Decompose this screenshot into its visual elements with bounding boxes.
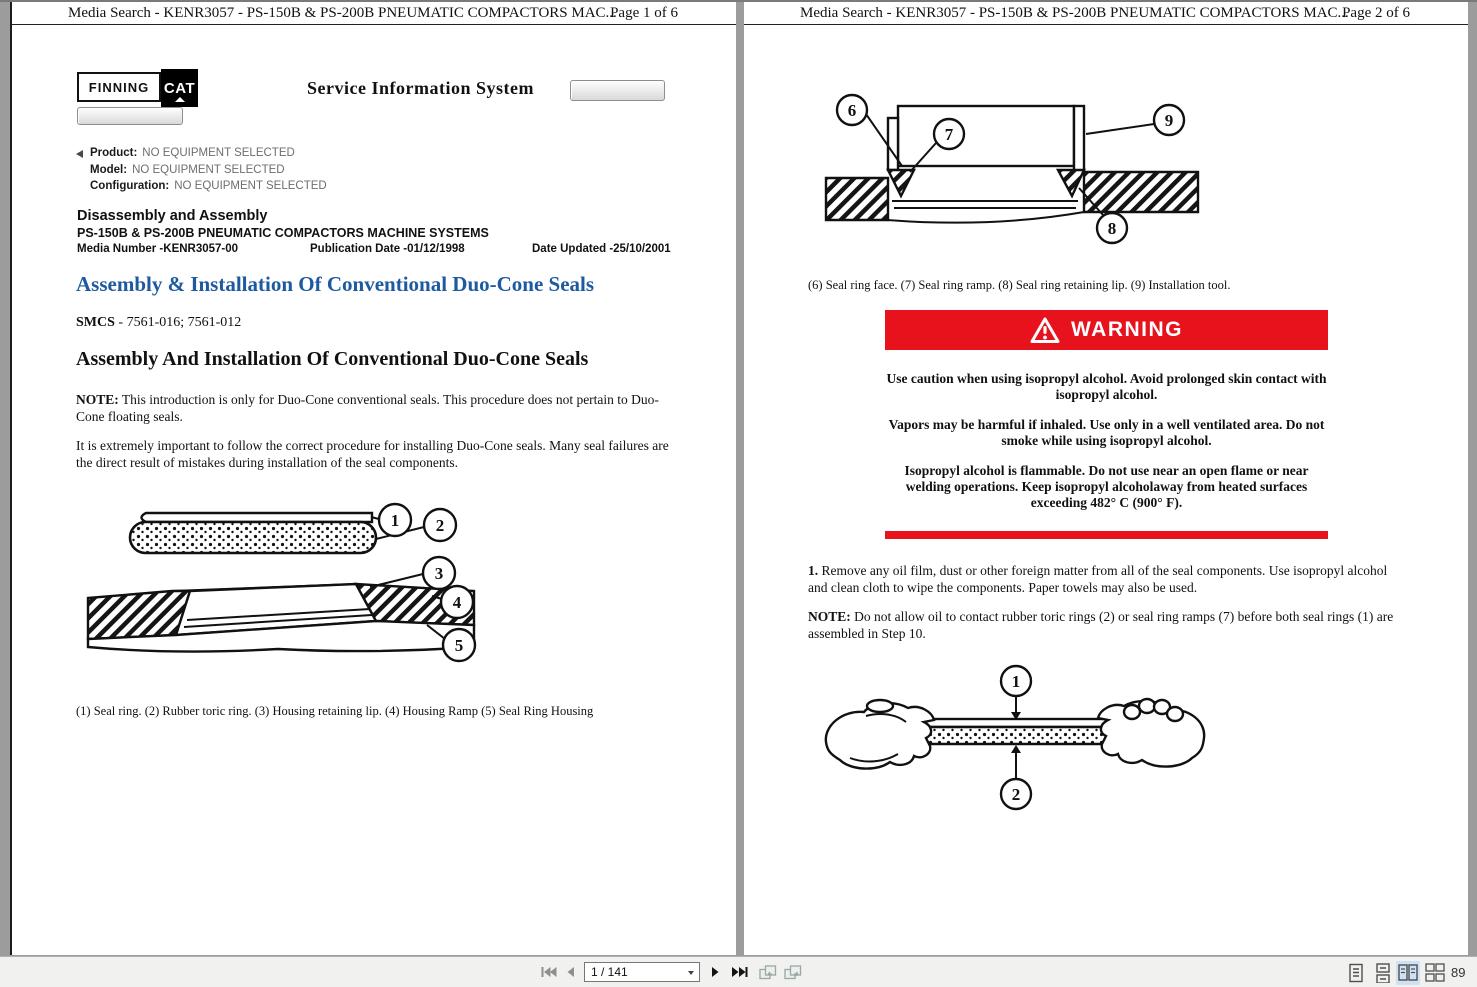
print-header-page-number: Page 1 of 6	[610, 5, 678, 21]
previous-page-button[interactable]	[562, 962, 580, 982]
print-header	[744, 2, 1468, 25]
product-value: NO EQUIPMENT SELECTED	[142, 147, 295, 159]
figure1-caption: (1) Seal ring. (2) Rubber toric ring. (3) Housing retaining lip. (4) Housing Ramp (5) Seal Ring Housing	[76, 704, 594, 718]
figure-installation-tool	[822, 80, 1202, 250]
figure-seal-housing-cross-section	[82, 494, 482, 679]
callout-6: 6	[847, 101, 857, 120]
warning-label: WARNING	[1071, 318, 1183, 341]
warning-paragraph: Use caution when using isopropyl alcohol. Avoid prolonged skin contact with isopropyl alcohol.	[886, 371, 1327, 402]
page-indicator-value: 1 / 141	[591, 965, 628, 979]
date-updated: Date Updated -25/10/2001	[532, 243, 671, 255]
print-header-title: Media Search - KENR3057 - PS-150B & PS-200B PNEUMATIC COMPACTORS MAC...	[800, 5, 1349, 21]
smcs-value: - 7561-016; 7561-012	[114, 315, 242, 330]
warning-divider-bar	[885, 531, 1328, 539]
finning-cat-logo	[77, 72, 198, 107]
logo-dropdown-button[interactable]	[77, 107, 183, 125]
body-paragraph: It is extremely important to follow the correct procedure for installing Duo-Cone seals. Many seal failures are the direct result of mistakes during installation of the seal components.	[76, 438, 669, 470]
last-page-icon	[731, 966, 748, 978]
callout-2: 2	[435, 516, 445, 535]
callout-7: 7	[944, 125, 954, 144]
callout-5: 5	[454, 636, 464, 655]
equipment-configuration-row	[90, 178, 327, 195]
warning-paragraph: Vapors may be harmful if inhaled. Use only in a well ventilated area. Do not smoke while using isopropyl alcohol.	[888, 417, 1325, 448]
document-page-1	[10, 2, 736, 955]
single-page-view-icon	[1347, 963, 1365, 983]
single-page-view-button[interactable]	[1344, 961, 1368, 985]
warning-banner	[885, 310, 1328, 350]
procedure-heading: Assembly And Installation Of Conventional Duo-Cone Seals	[76, 348, 589, 370]
next-view-icon	[784, 965, 802, 980]
viewer-toolbar	[0, 956, 1477, 987]
step-1-text: Remove any oil film, dust or other foreign matter from all of the seal components. Use isopropyl alcohol and clean cloth to wipe the components. Paper towels may also be used.	[808, 563, 1388, 595]
sis-title: Service Information System	[307, 78, 534, 98]
equipment-info	[90, 145, 327, 195]
zoom-level: 89	[1451, 965, 1466, 980]
section-title: Assembly & Installation Of Conventional Duo-Cone Seals	[76, 272, 595, 296]
note-text: Do not allow oil to contact rubber toric rings (2) or seal ring ramps (7) before both seal rings (1) are assembled in Step 10.	[808, 609, 1394, 641]
cat-logo	[161, 69, 198, 107]
step-1-paragraph	[808, 563, 1410, 596]
smcs-codes	[76, 315, 241, 331]
note-paragraph	[808, 609, 1410, 642]
document-page-2	[744, 2, 1468, 955]
continuous-view-icon	[1374, 963, 1392, 983]
smcs-label: SMCS	[76, 315, 115, 330]
configuration-value: NO EQUIPMENT SELECTED	[174, 180, 327, 192]
callout-3: 3	[434, 564, 444, 583]
callout-2: 2	[1011, 785, 1021, 804]
document-title: PS-150B & PS-200B PNEUMATIC COMPACTORS MACHINE SYSTEMS	[77, 226, 489, 240]
warning-triangle-icon	[1030, 317, 1060, 344]
document-type: Disassembly and Assembly	[77, 208, 268, 224]
document-meta-row	[77, 243, 682, 257]
note-label: NOTE:	[808, 609, 851, 624]
step-1-label: 1.	[808, 563, 819, 578]
media-number: Media Number -KENR3057-00	[77, 243, 239, 255]
first-page-button[interactable]	[538, 962, 560, 982]
finning-logo-text: FINNING	[77, 72, 161, 102]
cat-logo-triangle-icon	[175, 97, 185, 102]
figure-hands-holding-seal	[820, 660, 1210, 815]
next-page-icon	[710, 966, 720, 978]
cat-logo-text: CAT	[163, 79, 196, 97]
callout-4: 4	[452, 593, 462, 612]
first-page-icon	[541, 966, 557, 978]
callout-9: 9	[1164, 111, 1174, 130]
warning-text	[885, 371, 1328, 525]
model-label: Model:	[90, 163, 128, 176]
page-number-input[interactable]	[584, 962, 700, 982]
callout-1: 1	[1011, 672, 1021, 691]
configuration-label: Configuration:	[90, 180, 170, 192]
publication-date: Publication Date -01/12/1998	[310, 243, 465, 255]
facing-continuous-view-icon	[1425, 963, 1445, 983]
equipment-model-row	[90, 162, 327, 179]
warning-paragraph: Isopropyl alcohol is flammable. Do not use near an open flame or near welding operations. Keep isopropyl alcoholaway from heated surfaces exceeding 482° C (900° F).	[904, 463, 1309, 510]
callout-8: 8	[1107, 219, 1117, 238]
facing-pages-view-button-selected[interactable]	[1396, 961, 1420, 985]
last-page-button[interactable]	[727, 962, 751, 982]
callout-1: 1	[390, 511, 400, 530]
continuous-view-button[interactable]	[1371, 961, 1395, 985]
note-paragraph	[76, 392, 678, 425]
product-label: Product:	[90, 147, 138, 159]
header-action-button[interactable]	[570, 80, 665, 101]
figure2-caption: (6) Seal ring face. (7) Seal ring ramp. (8) Seal ring retaining lip. (9) Installation tool.	[808, 278, 1231, 292]
equipment-product-row	[90, 145, 327, 162]
collapse-arrow-icon[interactable]	[76, 150, 83, 158]
model-value: NO EQUIPMENT SELECTED	[132, 163, 285, 176]
previous-page-icon	[566, 966, 576, 978]
print-header-page-number: Page 2 of 6	[1342, 5, 1410, 21]
print-header	[12, 2, 736, 25]
previous-view-icon	[759, 965, 777, 980]
facing-pages-view-icon	[1398, 963, 1418, 983]
chevron-down-icon[interactable]	[688, 971, 694, 975]
note-text: This introduction is only for Duo-Cone conventional seals. This procedure does not pertain to Duo-Cone floating seals.	[76, 392, 659, 424]
previous-view-button[interactable]	[757, 962, 779, 982]
note-label: NOTE:	[76, 392, 119, 407]
facing-continuous-view-button[interactable]	[1423, 961, 1447, 985]
print-header-title: Media Search - KENR3057 - PS-150B & PS-200B PNEUMATIC COMPACTORS MAC...	[68, 5, 617, 21]
next-view-button[interactable]	[782, 962, 804, 982]
next-page-button[interactable]	[706, 962, 724, 982]
